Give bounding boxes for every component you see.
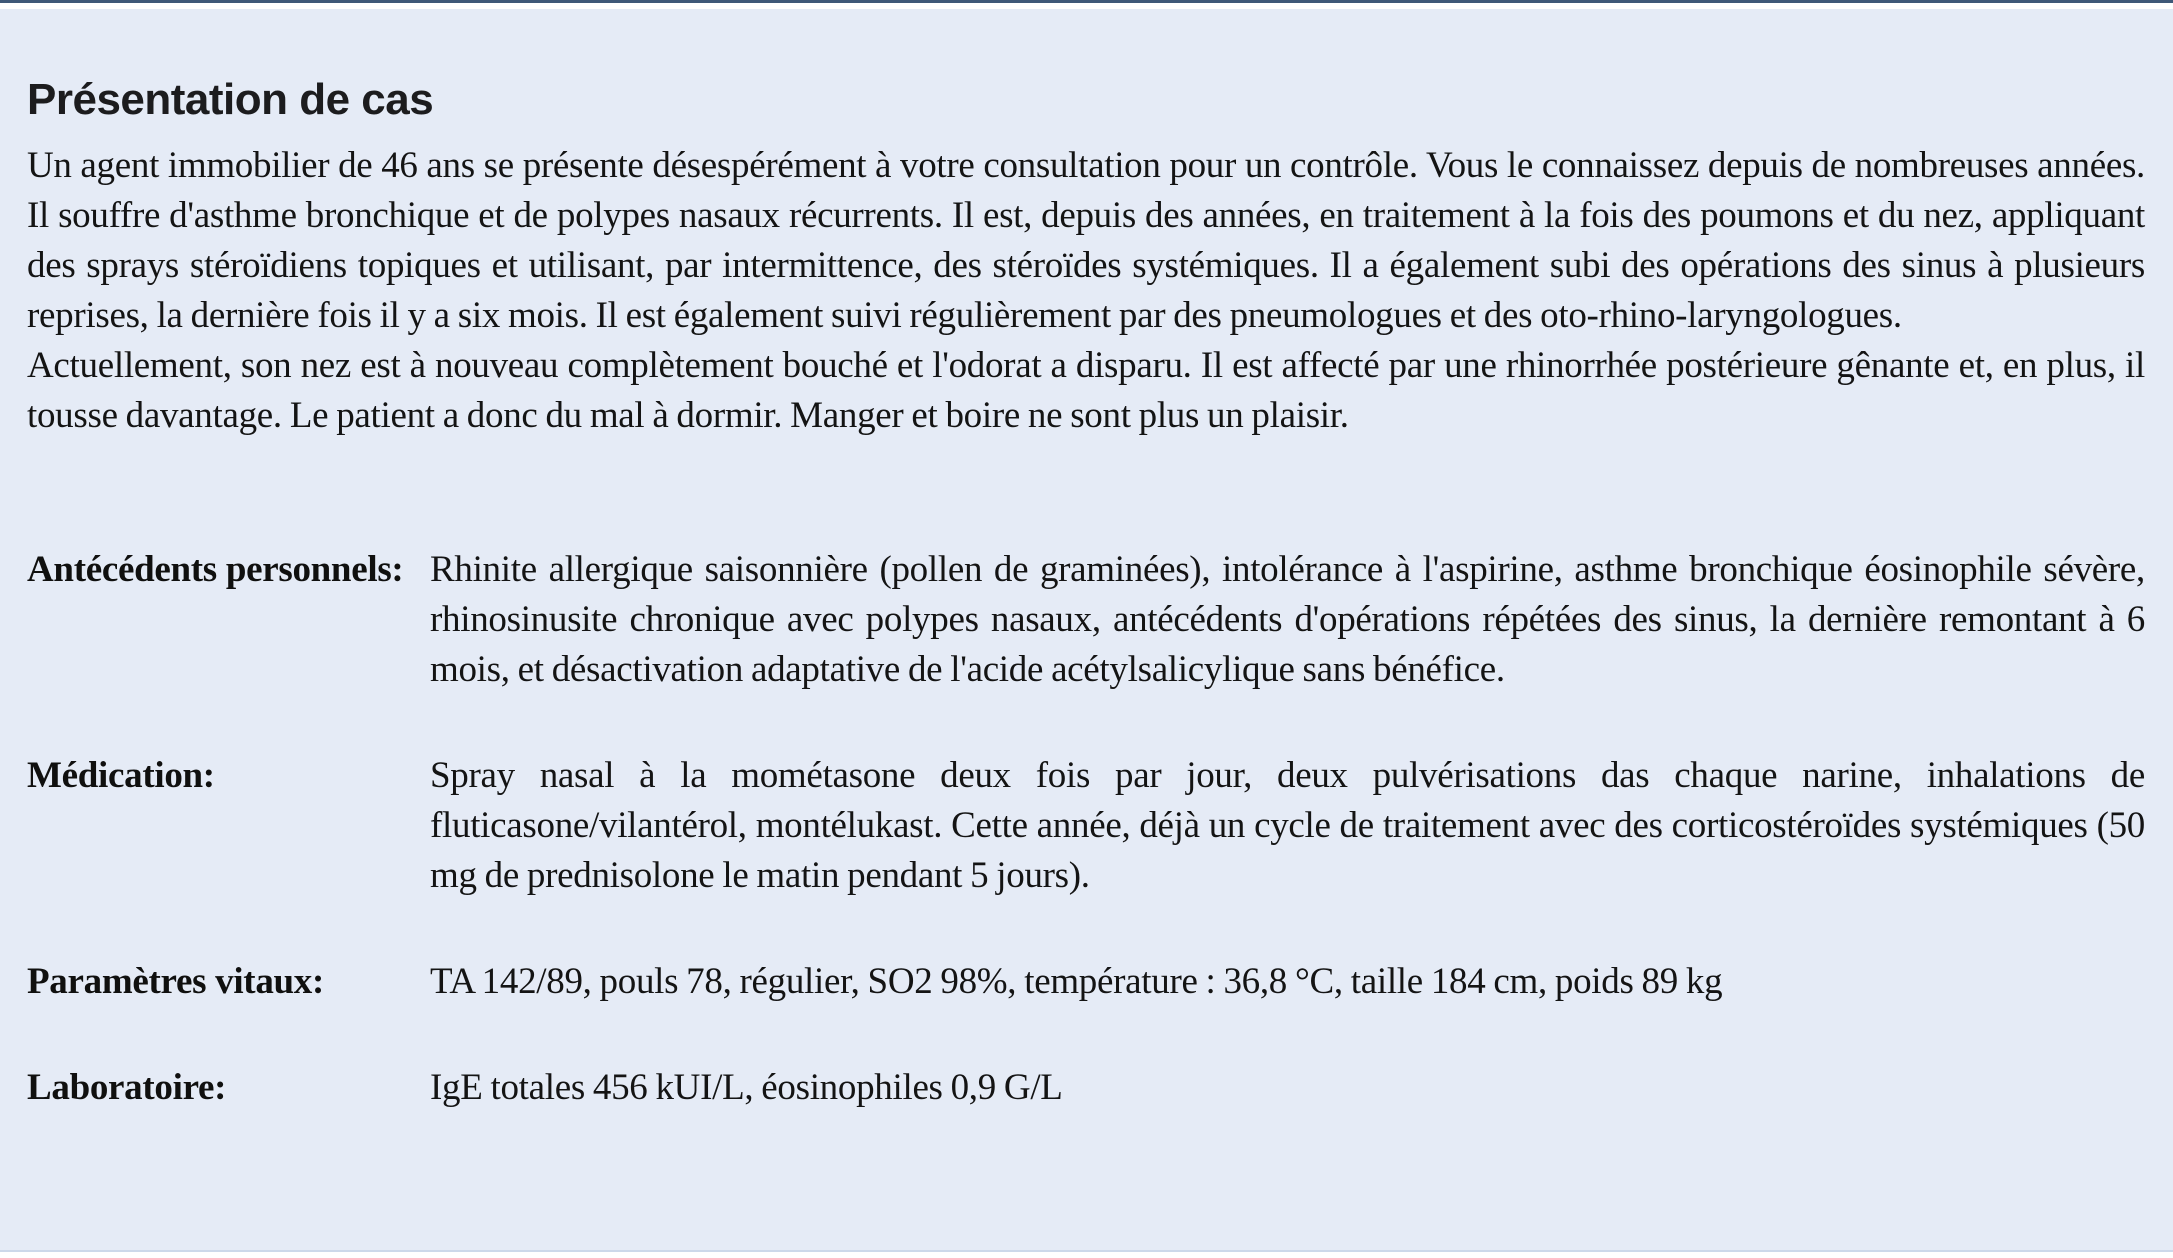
- section-label-antecedents: Antécédents personnels:: [27, 549, 404, 590]
- section-text-laboratoire: IgE totales 456 kUI/L, éosinophiles 0,9 G/L: [430, 1067, 1063, 1108]
- case-intro: [27, 141, 2145, 441]
- case-detail-sections: [27, 545, 2145, 1113]
- section-text-antecedents: Rhinite allergique saisonnière (pollen de graminées), intolérance à l'aspirine, asthme bronchique éosinophile sévère, rhinosinusite chronique avec polypes nasaux, antécédents d'opérations répétées des sinus, la dernière remontant à 6 mois, et désactivation adaptative de l'acide acétylsalicylique sans bénéfice.: [430, 549, 2145, 690]
- case-presentation-card: [0, 9, 2173, 1252]
- section-label-medication: Médication:: [27, 755, 215, 796]
- section-medication: [27, 751, 2145, 901]
- intro-paragraph-2: Actuellement, son nez est à nouveau complètement bouché et l'odorat a disparu. Il est affecté par une rhinorrhée postérieure gênante et, en plus, il tousse davantage. Le patient a donc du mal à dormir. Manger et boire ne sont plus un plaisir.: [27, 345, 2145, 436]
- section-laboratoire: [27, 1063, 2145, 1113]
- section-label-parametres-vitaux: Paramètres vitaux:: [27, 961, 325, 1002]
- section-label-laboratoire: Laboratoire:: [27, 1067, 227, 1108]
- section-parametres-vitaux: [27, 957, 2145, 1007]
- section-text-parametres-vitaux: TA 142/89, pouls 78, régulier, SO2 98%, température : 36,8 °C, taille 184 cm, poids 89 kg: [430, 961, 1723, 1002]
- page-title: Présentation de cas: [27, 75, 434, 124]
- section-antecedents-personnels: [27, 545, 2145, 695]
- intro-paragraph-1: Un agent immobilier de 46 ans se présente désespérément à votre consultation pour un contrôle. Vous le connaissez depuis de nombreuses années. Il souffre d'asthme bronchique et de polypes nasaux récurrents. Il est, depuis des années, en traitement à la fois des poumons et du nez, appliquant des sprays stéroïdiens topiques et utilisant, par intermittence, des stéroïdes systémiques. Il a également subi des opérations des sinus à plusieurs reprises, la dernière fois il y a six mois. Il est également suivi régulièrement par des pneumologues et des oto-rhino-laryngologues.: [27, 145, 2145, 336]
- section-text-medication: Spray nasal à la mométasone deux fois par jour, deux pulvérisations das chaque narine, inhalations de fluticasone/vilantérol, montélukast. Cette année, déjà un cycle de traitement avec des corticostéroïdes systémiques (50 mg de prednisolone le matin pendant 5 jours).: [430, 755, 2145, 896]
